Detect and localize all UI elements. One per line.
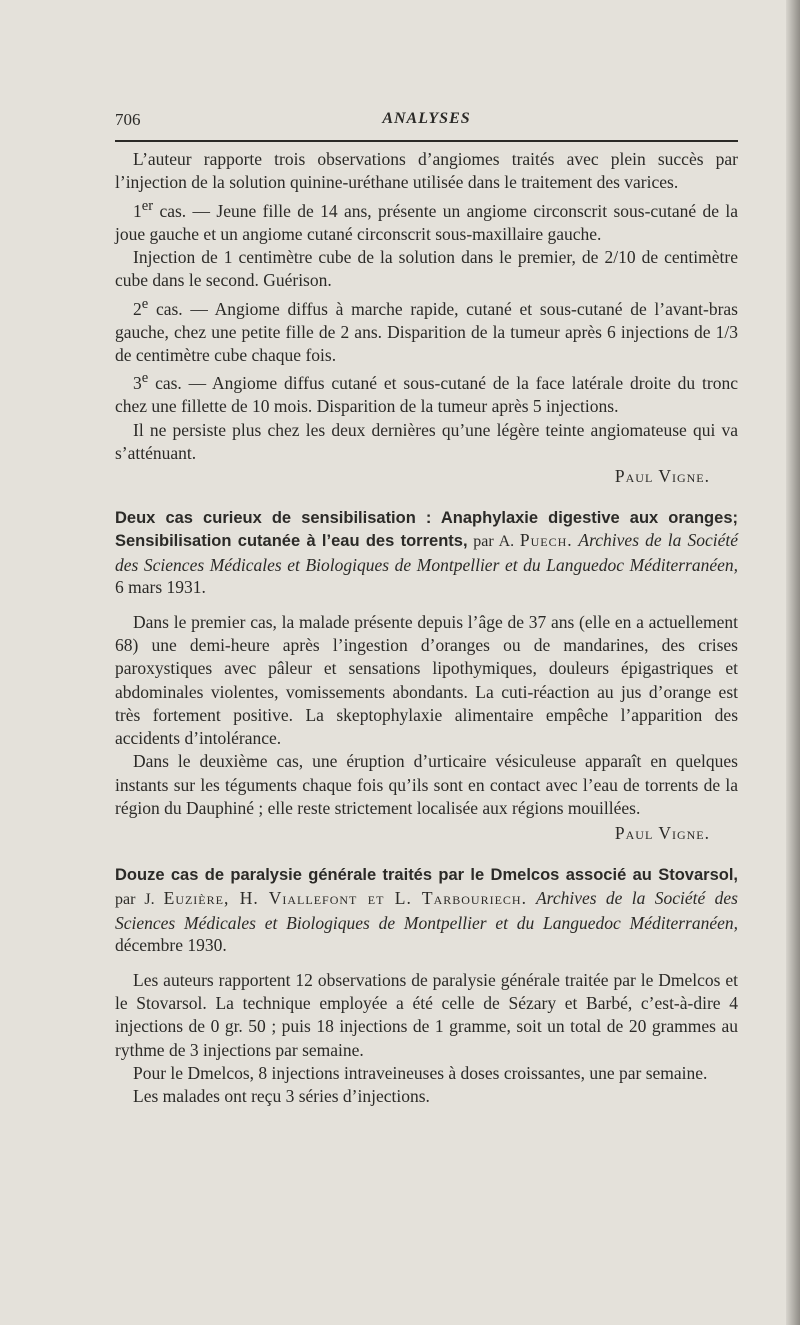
- case-3-text: cas. — Angiome diffus cutané et sous-cutané de la face latérale droite du tronc chez une fillette de 10 mois. Disparition de la tumeur après 5 injections.: [115, 373, 738, 417]
- article-2-source: Archives de la Société des Sciences Médicales et Biologiques de Montpellier et du Languedoc Méditerranéen,: [115, 530, 738, 575]
- article-3-heading: [115, 863, 738, 957]
- article-2-heading: [115, 506, 738, 599]
- case-3-number: 3: [133, 373, 142, 394]
- intro-paragraph: L’auteur rapporte trois observations d’angiomes traités avec plein succès par l’injection de la solution quinine-uréthane utilisée dans le traitement des varices.: [115, 149, 738, 193]
- case-1-number: 1: [133, 200, 142, 221]
- case-1-ordinal: er: [141, 197, 154, 214]
- article-3-date: décembre 1930.: [115, 935, 227, 956]
- article-3-authors: Euzière, H. Viallefont et L. Tarbouriech.: [163, 888, 527, 909]
- injection-paragraph: Injection de 1 centimètre cube de la solution dans le premier, de 2/10 de centimètre cube dans le second. Guérison.: [115, 247, 738, 291]
- article-2-paragraph-1: Dans le premier cas, la malade présente depuis l’âge de 37 ans (elle en a actuellement 68) une demi-heure après l’ingestion d’oranges ou de mandarines, des crises paroxystiques avec pâleur et sensations lipothymiques, douleurs épigastriques et abdominales violentes, vomissements abondants. La cuti-réaction au jus d’orange est très fortement positive. La skeptophylaxie alimentaire empêche l’apparition des accidents d’intolérance.: [115, 611, 738, 749]
- article-3-paragraph-2: Pour le Dmelcos, 8 injections intraveineuses à doses croissantes, une par semaine.: [133, 1062, 708, 1083]
- running-head: ANALYSES: [382, 110, 471, 127]
- page-content: [115, 148, 738, 1108]
- article-2-date: 6 mars 1931.: [115, 577, 206, 598]
- article-2-par: par A.: [467, 533, 520, 551]
- case-2-number: 2: [133, 298, 142, 319]
- article-3-paragraph-1: Les auteurs rapportent 12 observations de paralysie générale traitée par le Dmelcos et le Stovarsol. La technique employée a été celle de Sézary et Barbé, c’est-à-dire 4 injections de 0 gr. 50 ; puis 18 injections de 1 gramme, soit un total de 20 grammes au rythme de 3 injections par semaine.: [115, 969, 738, 1060]
- case-3-paragraph: [115, 367, 738, 418]
- article-2-title: Deux cas curieux de sensibilisation : Anaphylaxie digestive aux oranges; Sensibilisation cutanée à l’eau des torrents,: [115, 508, 738, 551]
- case-1-paragraph: [115, 195, 738, 246]
- article-3-title: Douze cas de paralysie générale traités par le Dmelcos associé au Stovarsol,: [115, 865, 738, 884]
- article-3-par: par J.: [115, 891, 164, 909]
- page-header: [115, 106, 738, 142]
- signature-1: Paul Vigne.: [614, 466, 710, 487]
- article-3-source: Archives de la Société des Sciences Médicales et Biologiques de Montpellier et du Languedoc Méditerranéen,: [115, 888, 738, 933]
- article-2-author: Puech.: [519, 530, 573, 551]
- page-edge-shadow: [786, 0, 800, 1325]
- article-3-paragraph-3: Les malades ont reçu 3 séries d’injections.: [133, 1086, 430, 1107]
- conclusion-paragraph: Il ne persiste plus chez les deux dernières qu’une légère teinte angiomateuse qui va s’atténuant.: [115, 419, 738, 464]
- case-2-paragraph: [115, 293, 738, 368]
- case-2-text: cas. — Angiome diffus à marche rapide, cutané et sous-cutané de l’avant-bras gauche, chez une petite fille de 2 ans. Disparition de la tumeur après 6 injections de 1/3 de centimètre cube chaque fois.: [115, 298, 738, 366]
- case-3-ordinal: e: [141, 370, 149, 387]
- article-2-paragraph-2: Dans le deuxième cas, une éruption d’urticaire vésiculeuse apparaît en quelques instants sur les téguments chaque fois qu’ils sont en contact avec l’eau de torrents de la région du Dauphiné ; elle reste strictement localisée aux régions mouillées.: [115, 751, 738, 819]
- case-2-ordinal: e: [141, 295, 149, 312]
- page-number: 706: [115, 110, 141, 129]
- case-1-text: cas. — Jeune fille de 14 ans, présente un angiome circonscrit sous-cutané de la joue gauche et un angiome cutané circonscrit sous-maxillaire gauche.: [115, 200, 738, 244]
- signature-2: Paul Vigne.: [614, 823, 710, 844]
